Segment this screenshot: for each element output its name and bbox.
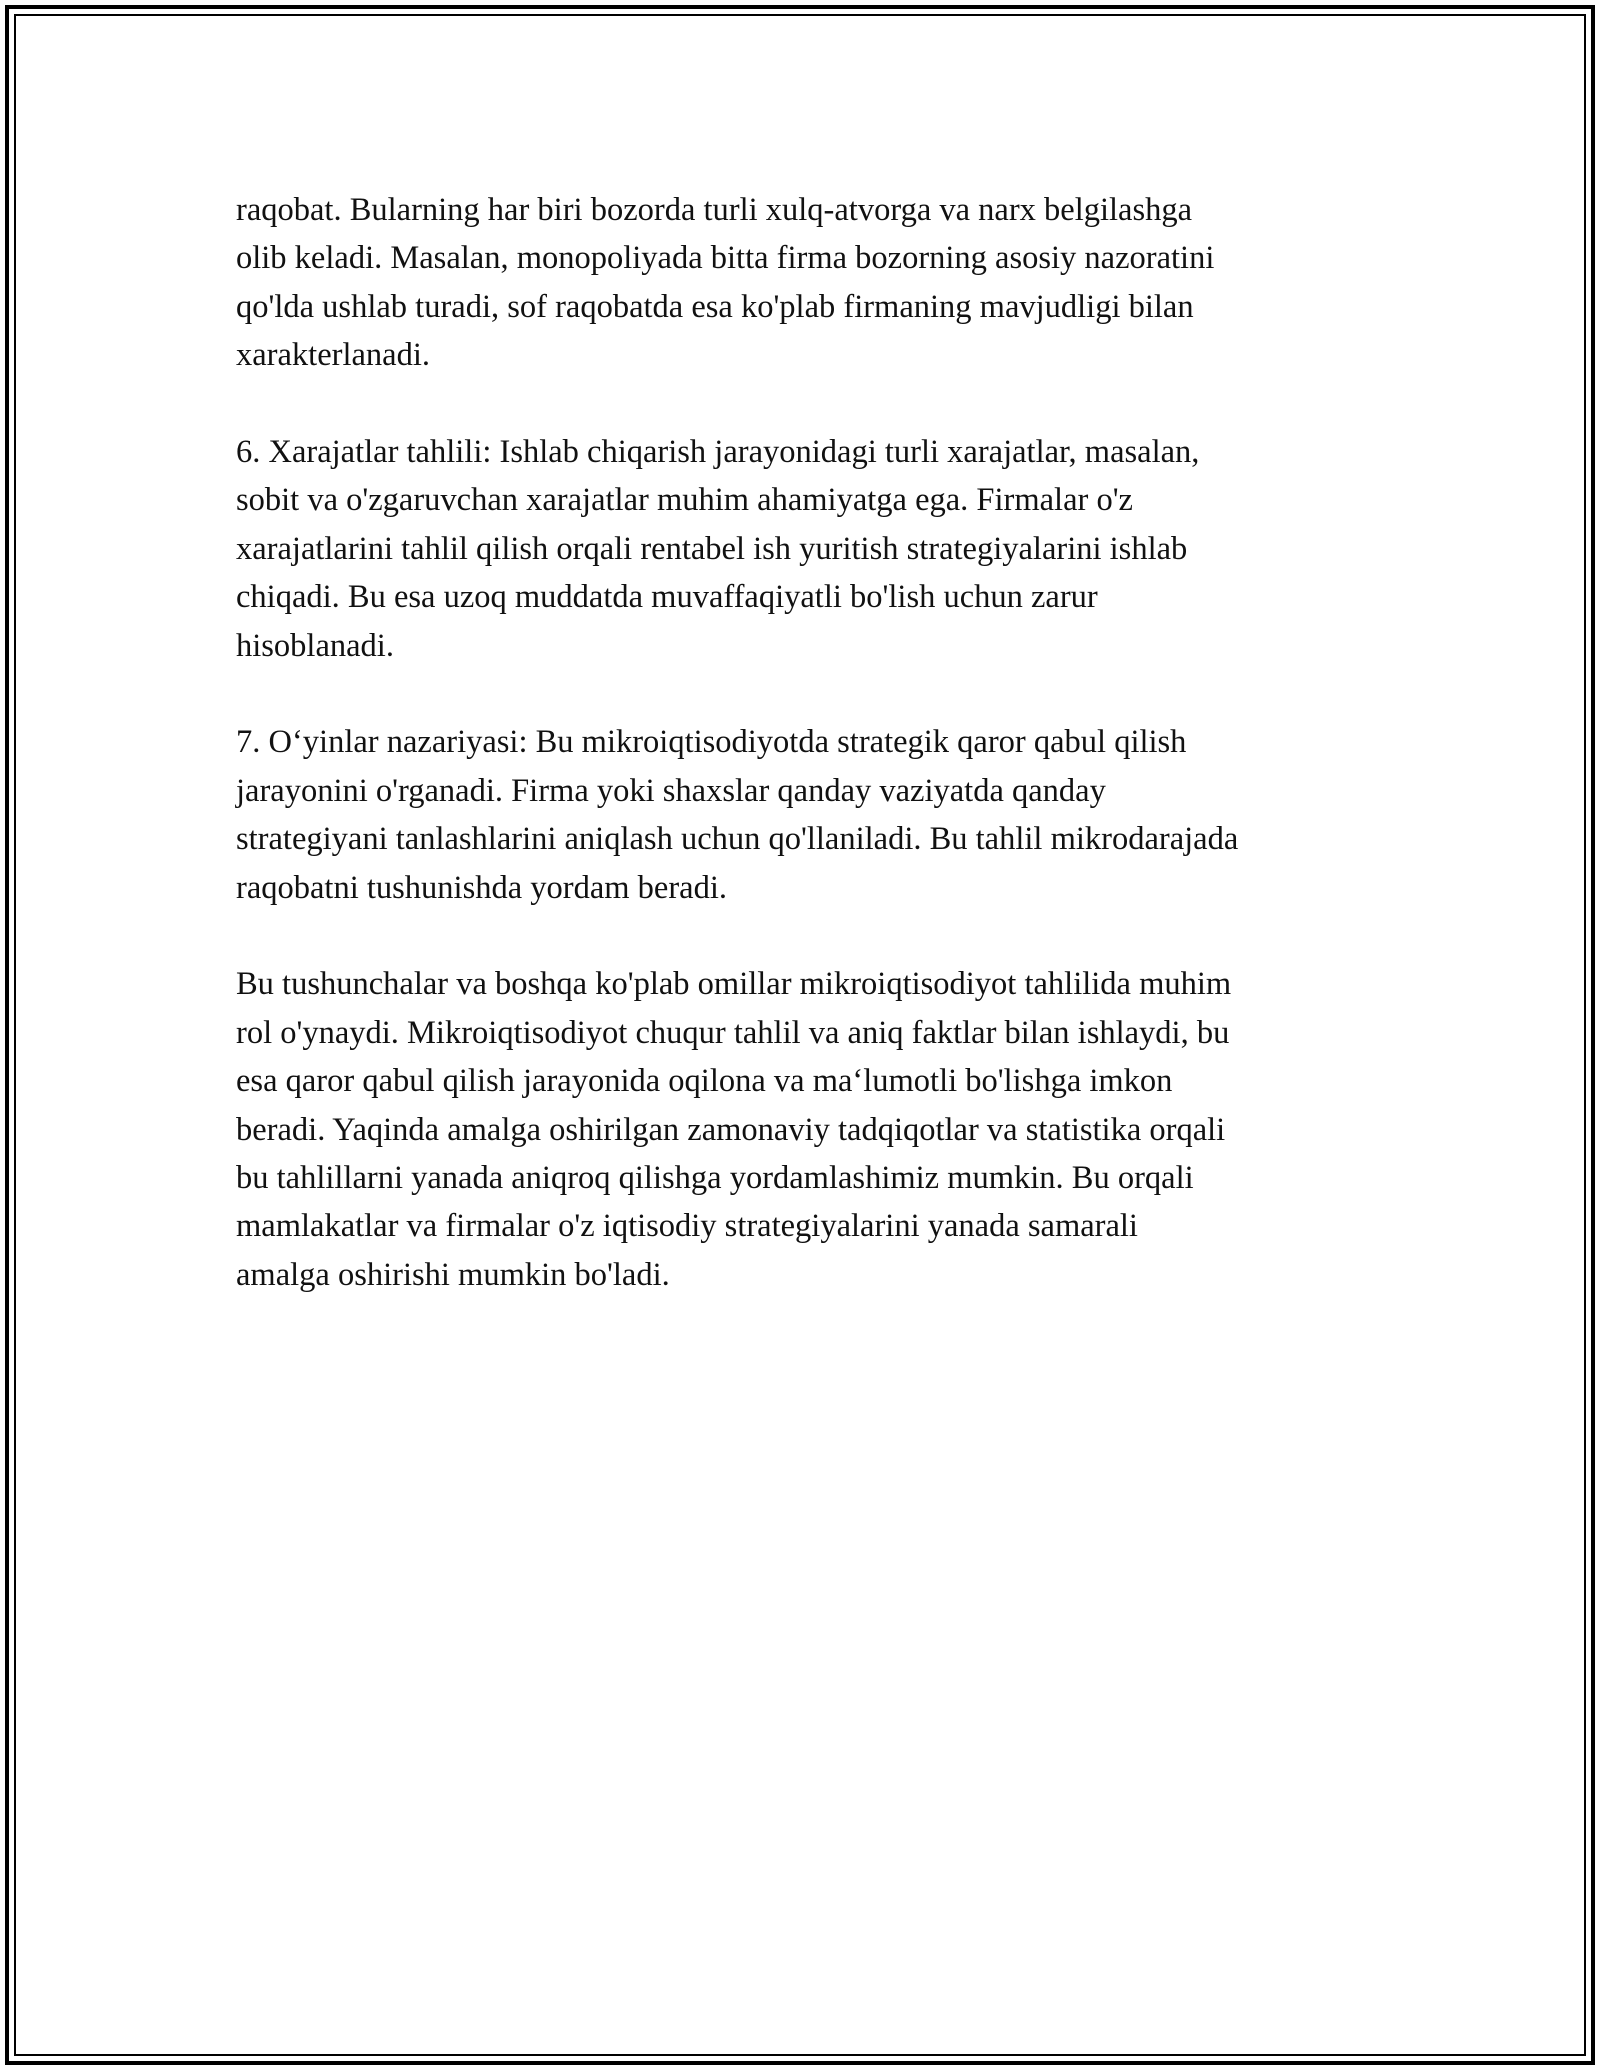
paragraph-market-structure-continuation: raqobat. Bularning har biri bozorda turli xulq-atvorga va narx belgilashga olib keladi. Masalan, monopoliyada bitta firma bozorning asosiy nazoratini qo'lda ushlab turadi, sof raqobatda esa ko'plab firmaning mavjudligi bilan xarakterlanadi. — [236, 192, 1215, 374]
paragraph-conclusion: Bu tushunchalar va boshqa ko'plab omillar mikroiqtisodiyot tahlilida muhim rol o'ynaydi. Mikroiqtisodiyot chuqur tahlil va aniq faktlar bilan ishlaydi, bu esa qaror qabul qilish jarayonida oqilona va ma‘lumotli bo'lishga imkon beradi. Yaqinda amalga oshirilgan zamonaviy tadqiqotlar va statistika orqali bu tahlillarni yanada aniqroq qilishga yordamlashimiz mumkin. Bu orqali mamlakatlar va firmalar o'z iqtisodiy strategiyalarini yanada samarali amalga oshirishi mumkin bo'ladi. — [236, 966, 1232, 1293]
paragraph-cost-analysis: 6. Xarajatlar tahlili: Ishlab chiqarish jarayonidagi turli xarajatlar, masalan, sobit va o'zgaruvchan xarajatlar muhim ahamiyatga ega. Firmalar o'z xarajatlarini tahlil qilish orqali rentabel ish yuritish strategiyalarini ishlab chiqadi. Bu esa uzoq muddatda muvaffaqiyatli bo'lish uchun zarur hisoblanadi. — [236, 434, 1200, 664]
paragraph-game-theory: 7. O‘yinlar nazariyasi: Bu mikroiqtisodiyotda strategik qaror qabul qilish jarayonini o'rganadi. Firma yoki shaxslar qanday vaziyatda qanday strategiyani tanlashlarini aniqlash uchun qo'llaniladi. Bu tahlil mikrodarajada raqobatni tushunishda yordam beradi. — [236, 724, 1239, 906]
document-body — [236, 186, 1396, 1348]
